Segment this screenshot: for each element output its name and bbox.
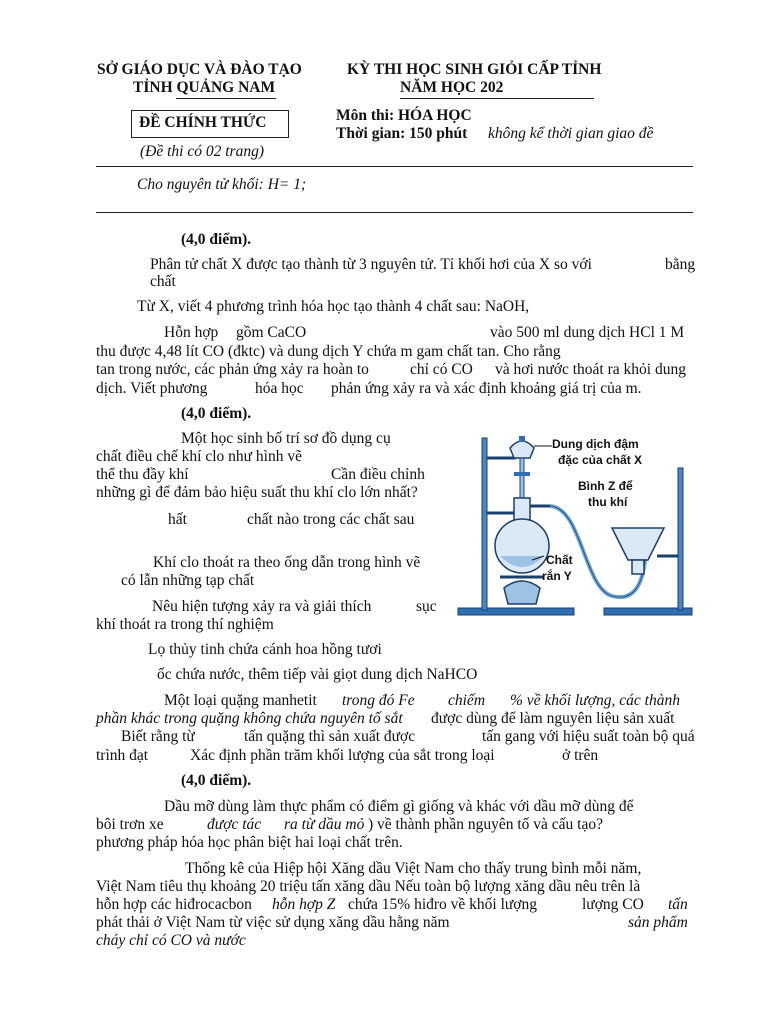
subject-label: Môn thi: HÓA HỌC — [336, 107, 472, 124]
stand-rod-left — [482, 438, 487, 610]
label-solution-x: đặc của chất X — [558, 453, 643, 467]
stand-rod-right — [678, 468, 683, 610]
section1-text: gồm CaCO — [236, 324, 307, 341]
section3-points: (4,0 điểm). — [181, 772, 252, 789]
section2-text: những gì để đảm bảo hiệu suất thu khí clo lớn nhất? — [96, 484, 418, 501]
section2-text: ở trên — [562, 747, 599, 764]
section2-text: khí thoát ra trong thí nghiệm — [96, 616, 274, 633]
province-underline — [176, 98, 276, 99]
section2-text: chất điều chế khí clo như hình vẽ — [96, 448, 302, 465]
section3-text: được tác — [207, 816, 262, 833]
label-solution-x: Dung dịch đậm — [552, 437, 639, 451]
section2-text: % về khối lượng, các thành — [510, 692, 680, 709]
section2-text: được dùng để làm nguyên liệu sản xuất — [431, 710, 675, 727]
section1-text: hóa học — [255, 380, 304, 397]
note-divider — [96, 212, 693, 213]
section2-text: tấn quặng thì sản xuất được — [244, 728, 416, 745]
alcohol-lamp — [504, 581, 540, 604]
chlorine-apparatus-diagram — [452, 428, 696, 620]
section1-text: Từ X, viết 4 phương trình hóa học tạo thành 4 chất sau: NaOH, — [137, 298, 530, 315]
section3-text: phương pháp hóa học phân biệt hai loại chất trên. — [96, 834, 403, 851]
section2-text: thể thu đầy khí — [96, 466, 189, 483]
section2-text: Biết rằng từ — [121, 728, 195, 745]
section1-text: Phân tử chất X được tạo thành từ 3 nguyên tử. Tỉ khối hơi của X so với — [150, 256, 592, 273]
section2-points: (4,0 điểm). — [181, 405, 252, 422]
time-note: không kể thời gian giao đề — [488, 125, 654, 142]
section2-text: có lẫn những tạp chất — [121, 572, 255, 589]
exam-title: KỲ THI HỌC SINH GIỎI CẤP TỈNH — [347, 61, 602, 78]
section1-text: tan trong nước, các phản ứng xảy ra hoàn to — [96, 361, 369, 378]
funnel-stopper — [519, 436, 525, 442]
section1-text: dịch. Viết phương — [96, 380, 208, 397]
section3-text: ) về thành phần nguyên tố và cấu tạo? — [368, 816, 603, 833]
section2-text: sục — [416, 598, 437, 615]
section1-points: (4,0 điểm). — [181, 231, 252, 248]
atomic-mass-note: Cho nguyên tử khối: H= 1; — [137, 176, 307, 193]
section2-text: chiếm — [448, 692, 486, 709]
section2-text: ốc chứa nước, thêm tiếp vài giọt dung dịch NaHCO — [157, 666, 478, 683]
section3-text: phát thải ở Việt Nam từ việc sử dụng xăng dầu hằng năm — [96, 914, 450, 931]
section3-text: Dầu mỡ dùng làm thực phẩm có điểm gì giống và khác với dầu mỡ dùng để — [164, 798, 634, 815]
section2-text: phần khác trong quặng không chứa nguyên tố sắt — [96, 710, 403, 727]
section2-text: Một học sinh bố trí sơ đồ dụng cụ — [181, 430, 391, 447]
section3-text: chứa 15% hiđro về khối lượng — [348, 896, 538, 913]
section3-text: lượng CO — [582, 896, 644, 913]
page-count-note: (Đề thi có 02 trang) — [140, 143, 264, 160]
official-exam-label: ĐỀ CHÍNH THỨC — [139, 114, 267, 131]
section3-text: Thống kê của Hiệp hội Xăng dầu Việt Nam cho thấy trung bình mỗi năm, — [185, 860, 642, 877]
section2-text: Cần điều chỉnh — [331, 466, 425, 483]
section1-text: thu được 4,48 lít CO (đktc) và dung dịch Y chứa m gam chất tan. Cho rằng — [96, 343, 561, 360]
section3-text: tấn — [668, 896, 688, 913]
section2-text: Một loại quặng manhetit — [164, 692, 317, 709]
section1-text: chỉ có CO — [410, 361, 473, 378]
section1-text: và hơi nước thoát ra khỏi dung — [495, 361, 686, 378]
province-name: TỈNH QUẢNG NAM — [133, 79, 276, 96]
label-solid-y: rắn Y — [542, 569, 572, 583]
section1-text: vào 500 ml dung dịch HCl 1 M — [490, 324, 685, 341]
section1-text: phản ứng xảy ra và xác định khoảng giá trị của m. — [331, 380, 642, 397]
section2-text: Khí clo thoát ra theo ống dẫn trong hình vẽ — [153, 554, 421, 571]
section2-text: Lọ thủy tinh chứa cánh hoa hồng tươi — [148, 641, 382, 658]
department-name: SỞ GIÁO DỤC VÀ ĐÀO TẠO — [97, 61, 302, 78]
section2-text: Xác định phần trăm khối lượng của sắt trong loại — [190, 747, 495, 764]
collecting-vessel-z — [612, 528, 664, 560]
section3-text: Việt Nam tiêu thụ khoảng 20 triệu tấn xăng dầu Nếu toàn bộ lượng xăng dầu nêu trên là — [96, 878, 641, 895]
section3-text: ra từ dầu mỏ — [284, 816, 365, 833]
section2-text: tấn gang với hiệu suất toàn bộ quá — [482, 728, 695, 745]
stand-base-left — [458, 608, 574, 615]
section3-text: hỗn hợp Z — [272, 896, 336, 913]
label-solid-y: Chất — [546, 553, 573, 567]
section2-text: hất — [168, 511, 187, 528]
section1-text: Hỗn hợp — [164, 324, 219, 341]
vessel-z-neck — [632, 560, 644, 574]
label-vessel-z: thu khí — [588, 495, 628, 509]
section2-text: Nêu hiện tượng xảy ra và giải thích — [152, 598, 372, 615]
label-vessel-z: Bình Z để — [578, 479, 633, 493]
section3-text: sản phẩm — [628, 914, 688, 931]
header-divider — [96, 166, 693, 167]
school-year-underline — [400, 98, 594, 99]
section1-text: chất — [150, 273, 176, 290]
section2-text: trình đạt — [96, 747, 149, 764]
section2-text: trong đó Fe — [342, 692, 415, 709]
time-label: Thời gian: 150 phút — [336, 125, 468, 142]
school-year: NĂM HỌC 202 — [400, 79, 504, 96]
separatory-funnel — [510, 441, 534, 458]
section3-text: hỗn hợp các hiđrocacbon — [96, 896, 252, 913]
funnel-stopcock — [514, 472, 530, 476]
funnel-stem — [520, 458, 524, 498]
section2-text: chất nào trong các chất sau — [247, 511, 415, 528]
section3-text: cháy chỉ có CO và nước — [96, 932, 246, 949]
section3-text: bôi trơn xe — [96, 816, 164, 833]
section1-text: bằng — [665, 256, 696, 273]
